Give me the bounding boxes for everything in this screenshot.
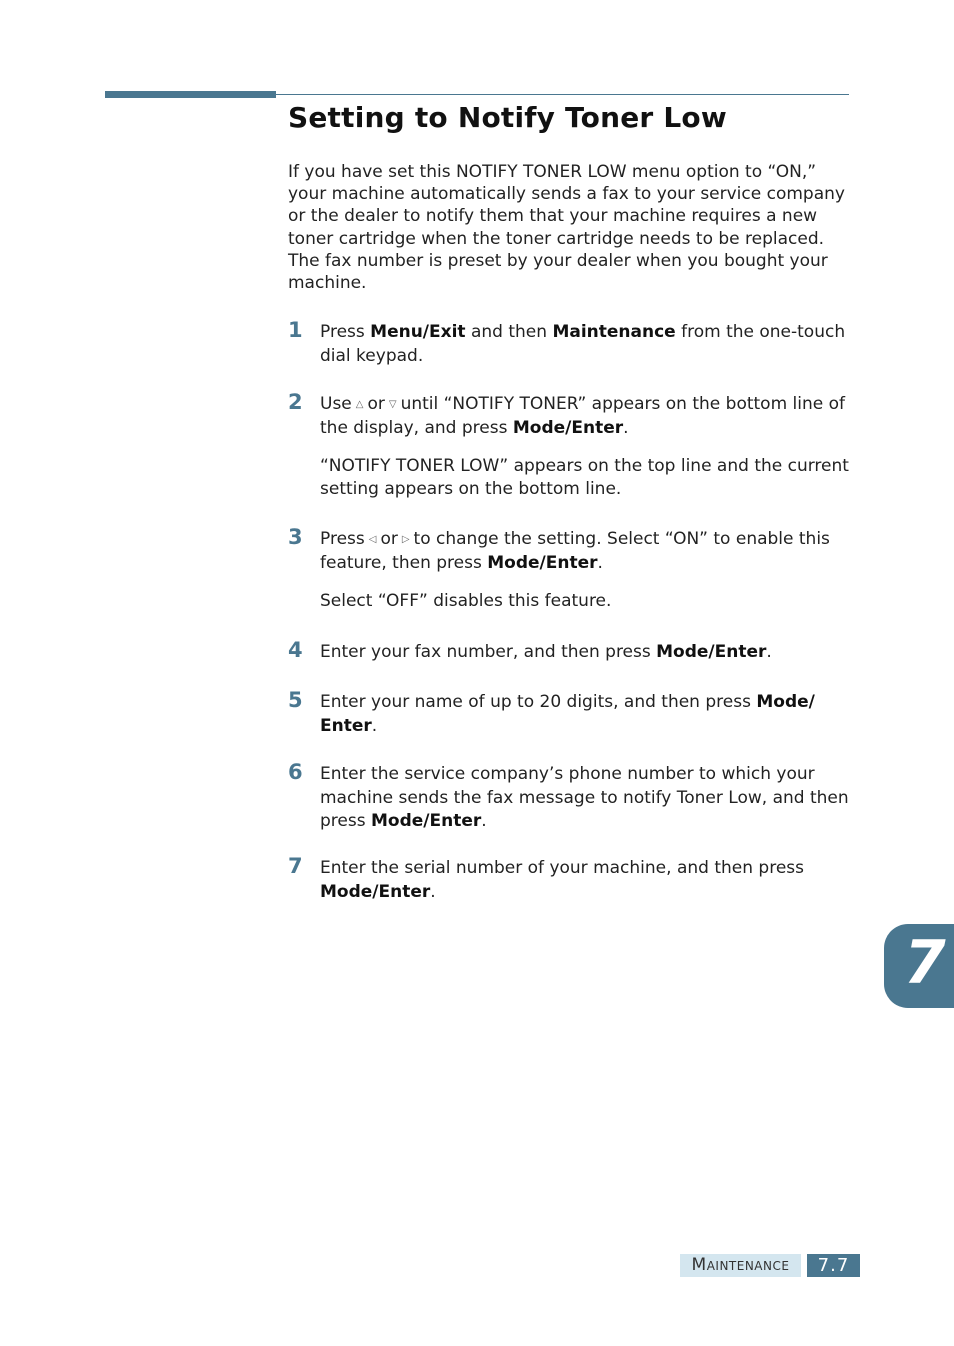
step-2	[288, 390, 853, 500]
step-note: “NOTIFY TONER LOW” appears on the top line and the current setting appears on the bottom line.	[320, 456, 849, 499]
step-1	[288, 318, 853, 368]
key-maintenance: Maintenance	[552, 322, 676, 342]
step-number: 5	[288, 688, 303, 712]
step-text: Enter the serial number of your machine, and then press Mode/Enter.	[320, 858, 804, 902]
step-number: 2	[288, 390, 303, 414]
step-text: Use △ or ▽ until “NOTIFY TONER” appears on the bottom line of the display, and press Mode/Enter.	[320, 394, 846, 438]
up-arrow-icon: △	[355, 399, 364, 410]
chapter-number: 7	[904, 928, 946, 998]
step-6	[288, 760, 853, 834]
key-mode-enter: Mode/ Enter	[320, 692, 815, 736]
footer-section-text: Maintenance	[691, 1255, 790, 1275]
step-number: 7	[288, 854, 303, 878]
step-5	[288, 688, 853, 738]
key-menu-exit: Menu/Exit	[370, 322, 466, 342]
key-mode-enter: Mode/Enter	[487, 552, 598, 573]
header-rule-thick	[105, 91, 276, 98]
left-arrow-icon: ◁	[368, 534, 377, 545]
step-text: Enter the service company’s phone number to which your machine sends the fax message to notify Toner Low, and then press Mode/Enter.	[320, 764, 849, 831]
step-text: Press Menu/Exit and then Maintenance from the one-touch dial keypad.	[320, 322, 846, 366]
key-mode-enter: Mode/Enter	[512, 417, 624, 438]
right-arrow-icon: ▷	[401, 534, 410, 545]
step-7	[288, 854, 853, 904]
step-number: 6	[288, 760, 303, 784]
footer-section-label	[680, 1254, 801, 1277]
section-title: Setting to Notify Toner Low	[288, 101, 727, 134]
header-rule-thin	[276, 94, 849, 95]
step-text: Enter your fax number, and then press Mode/Enter.	[320, 642, 772, 662]
key-mode-enter: Mode/Enter	[320, 881, 431, 902]
step-number: 3	[288, 525, 303, 549]
step-3	[288, 525, 853, 613]
step-number: 4	[288, 638, 303, 662]
step-text: Enter your name of up to 20 digits, and then press Mode/ Enter.	[320, 692, 815, 736]
step-note: Select “OFF” disables this feature.	[320, 591, 612, 611]
intro-paragraph: If you have set this NOTIFY TONER LOW menu option to “ON,” your machine automatically sends a fax to your service company or the dealer to notify them that your machine requires a new toner cartridge when the toner cartridge needs to be replaced. The fax number is preset by your dealer when you bought your machine.	[288, 162, 845, 294]
chapter-tab	[884, 924, 954, 1008]
step-text: Press ◁ or ▷ to change the setting. Select “ON” to enable this feature, then press Mode/Enter.	[320, 529, 830, 573]
down-arrow-icon: ▽	[388, 399, 397, 410]
key-mode-enter: Mode/Enter	[656, 642, 767, 662]
step-4	[288, 638, 853, 665]
footer-page-number: 7.7	[807, 1254, 860, 1277]
key-mode-enter: Mode/Enter	[370, 811, 482, 831]
step-number: 1	[288, 318, 303, 342]
